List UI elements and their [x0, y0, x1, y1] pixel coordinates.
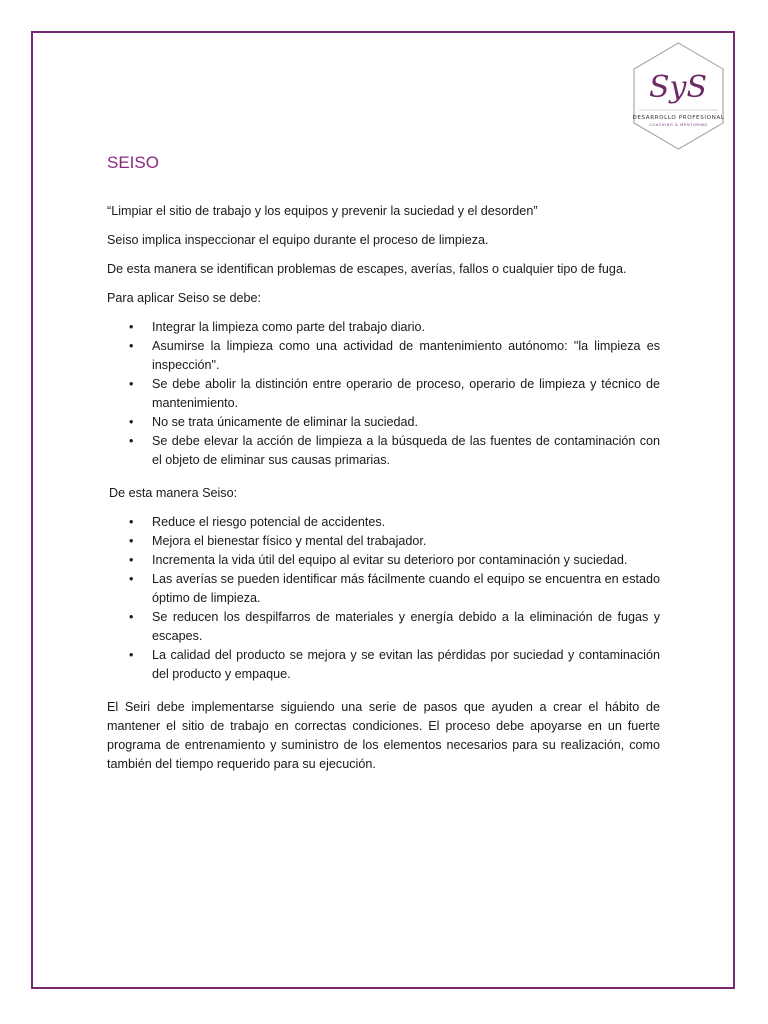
- apply-heading: Para aplicar Seiso se debe:: [107, 291, 262, 305]
- bullet-icon: •: [129, 648, 134, 662]
- list-item: • Se reducen los despilfarros de materiales y energía debido a la eliminación de fugas y escapes.: [129, 610, 660, 643]
- bullet-icon: •: [129, 515, 134, 529]
- sys-logo: [631, 41, 726, 151]
- list-item: • Se debe abolir la distinción entre operario de proceso, operario de limpieza y técnico de mantenimiento.: [129, 377, 660, 410]
- bullet-icon: •: [129, 339, 134, 353]
- bullet-icon: •: [129, 434, 134, 448]
- closing-paragraph: El Seiri debe implementarse siguiendo una serie de pasos que ayuden a crear el hábito de mantener el sitio de trabajo en correctas condiciones. El proceso debe apoyarse en un fuerte programa de entrenamiento y suministro de los elementos necesarios para su realización, como también del tiempo requerido para su ejecución.: [107, 700, 660, 771]
- apply-list: [107, 318, 660, 470]
- bullet-icon: •: [129, 534, 134, 548]
- list-item: • Incrementa la vida útil del equipo al evitar su deterioro por contaminación y suciedad.: [107, 551, 660, 570]
- list-item: • Integrar la limpieza como parte del trabajo diario.: [107, 318, 660, 337]
- problems-paragraph: De esta manera se identifican problemas de escapes, averías, fallos o cualquier tipo de fuga.: [107, 262, 627, 276]
- list-item: • Las averías se pueden identificar más fácilmente cuando el equipo se encuentra en estado óptimo de limpieza.: [129, 572, 660, 605]
- logo-line2: COACHING & MENTORING: [649, 123, 708, 127]
- list-item: • No se trata únicamente de eliminar la suciedad.: [107, 413, 660, 432]
- effects-heading: De esta manera Seiso:: [109, 486, 238, 500]
- effects-list: [107, 513, 660, 684]
- logo-mark: SyS: [648, 70, 708, 105]
- bullet-icon: •: [129, 553, 134, 567]
- list-item: • Asumirse la limpieza como una actividad de mantenimiento autónomo: "la limpieza es inspección".: [129, 339, 660, 372]
- list-item: • Mejora el bienestar físico y mental del trabajador.: [107, 532, 660, 551]
- logo-line1: DESARROLLO PROFESIONAL: [632, 115, 725, 121]
- list-item: • La calidad del producto se mejora y se evitan las pérdidas por suciedad y contaminación del producto y empaque.: [129, 648, 660, 681]
- intro-paragraph: Seiso implica inspeccionar el equipo durante el proceso de limpieza.: [107, 233, 489, 247]
- page-title: SEISO: [107, 153, 159, 172]
- bullet-icon: •: [129, 572, 134, 586]
- document-body: [107, 150, 660, 784]
- bullet-icon: •: [129, 320, 134, 334]
- list-item: • Se debe elevar la acción de limpieza a la búsqueda de las fuentes de contaminación con el objeto de eliminar sus causas primarias.: [129, 434, 660, 467]
- bullet-icon: •: [129, 415, 134, 429]
- quote-paragraph: “Limpiar el sitio de trabajo y los equipos y prevenir la suciedad y el desorden”: [107, 204, 538, 218]
- bullet-icon: •: [129, 610, 134, 624]
- list-item: • Reduce el riesgo potencial de accidentes.: [107, 513, 660, 532]
- bullet-icon: •: [129, 377, 134, 391]
